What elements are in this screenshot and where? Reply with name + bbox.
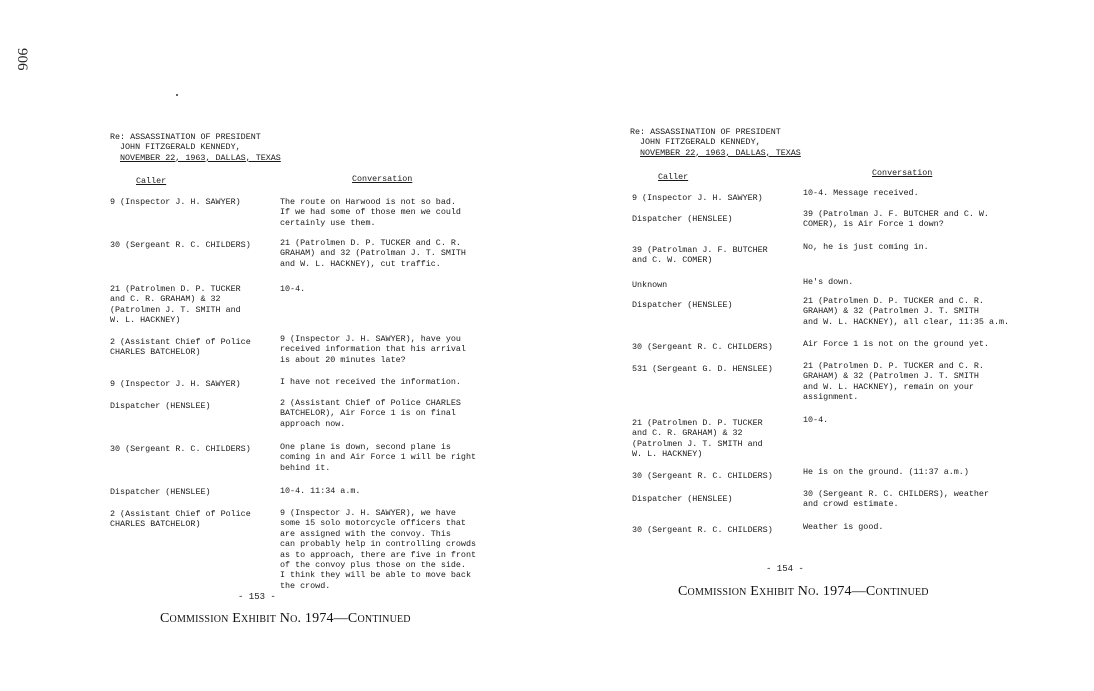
right-row-conversation: 21 (Patrolmen D. P. TUCKER and C. R. GRAHAM) & 32 (Patrolmen J. T. SMITH and W. L. HACKNEY), remain on your assignment. xyxy=(803,361,984,403)
left-row-caller: Dispatcher (HENSLEE) xyxy=(110,401,211,411)
left-row-caller: 9 (Inspector J. H. SAWYER) xyxy=(110,197,241,207)
right-row-conversation: 10-4. xyxy=(803,415,829,425)
right-row-caller: 30 (Sergeant R. C. CHILDERS) xyxy=(632,342,773,352)
right-re-line3: NOVEMBER 22, 1963, DALLAS, TEXAS xyxy=(640,147,801,158)
right-row-conversation: No, he is just coming in. xyxy=(803,242,929,252)
left-row-conversation: 10-4. xyxy=(280,284,306,294)
left-row-caller: Dispatcher (HENSLEE) xyxy=(110,487,211,497)
left-re-line3: NOVEMBER 22, 1963, DALLAS, TEXAS xyxy=(120,152,281,163)
left-row-caller: 30 (Sergeant R. C. CHILDERS) xyxy=(110,240,251,250)
left-page-number: - 153 - xyxy=(238,592,276,602)
right-re-block xyxy=(630,127,801,158)
left-re-line2: JOHN FITZGERALD KENNEDY, xyxy=(120,142,241,153)
left-header-conversation: Conversation xyxy=(352,174,413,184)
left-row-conversation: 2 (Assistant Chief of Police CHARLES BATCHELOR), Air Force 1 is on final approach now. xyxy=(280,398,461,429)
right-row-conversation: 10-4. Message received. xyxy=(803,188,919,198)
left-row-conversation: 10-4. 11:34 a.m. xyxy=(280,486,361,496)
left-row-conversation: I have not received the information. xyxy=(280,377,461,387)
left-row-caller: 30 (Sergeant R. C. CHILDERS) xyxy=(110,444,251,454)
right-row-conversation: He is on the ground. (11:37 a.m.) xyxy=(803,467,969,477)
right-re-line2: JOHN FITZGERALD KENNEDY, xyxy=(640,137,761,148)
left-row-conversation: 9 (Inspector J. H. SAWYER), we have some 15 solo motorcycle officers that are assigned with the convoy. This can probably help in controlling crowds as to approach, there are five in front of the convoy plus those on the side. I think they will be able to move back the crowd. xyxy=(280,508,477,591)
speck xyxy=(176,94,178,96)
left-row-caller: 9 (Inspector J. H. SAWYER) xyxy=(110,379,241,389)
right-header-conversation: Conversation xyxy=(872,168,933,178)
right-re-line1: Re: ASSASSINATION OF PRESIDENT xyxy=(630,127,781,137)
right-row-conversation: 30 (Sergeant R. C. CHILDERS), weather and crowd estimate. xyxy=(803,489,989,510)
left-row-conversation: The route on Harwood is not so bad. If we had some of those men we could certainly use them. xyxy=(280,197,461,228)
right-row-conversation: Air Force 1 is not on the ground yet. xyxy=(803,339,989,349)
right-row-caller: 30 (Sergeant R. C. CHILDERS) xyxy=(632,525,773,535)
right-row-caller: 531 (Sergeant G. D. HENSLEE) xyxy=(632,364,773,374)
left-row-caller: 2 (Assistant Chief of Police CHARLES BATCHELOR) xyxy=(110,509,251,530)
left-row-caller: 2 (Assistant Chief of Police CHARLES BATCHELOR) xyxy=(110,337,251,358)
right-row-caller: Dispatcher (HENSLEE) xyxy=(632,214,733,224)
right-row-caller: Unknown xyxy=(632,280,668,290)
left-re-line1: Re: ASSASSINATION OF PRESIDENT xyxy=(110,132,261,142)
right-row-caller: 39 (Patrolman J. F. BUTCHER and C. W. COMER) xyxy=(632,245,768,266)
right-row-caller: Dispatcher (HENSLEE) xyxy=(632,494,733,504)
left-re-block xyxy=(110,132,281,163)
right-row-caller: 21 (Patrolmen D. P. TUCKER and C. R. GRAHAM) & 32 (Patrolmen J. T. SMITH and W. L. HACKNEY) xyxy=(632,418,763,460)
right-row-conversation: 39 (Patrolman J. F. BUTCHER and C. W. COMER), is Air Force 1 down? xyxy=(803,209,989,230)
left-header-caller: Caller xyxy=(136,176,167,186)
left-row-conversation: 9 (Inspector J. H. SAWYER), have you received information that his arrival is about 20 minutes late? xyxy=(280,334,466,365)
right-caption: Commission Exhibit No. 1974—Continued xyxy=(678,584,929,599)
right-page-number: - 154 - xyxy=(766,564,804,574)
right-row-conversation: Weather is good. xyxy=(803,522,884,532)
left-row-conversation: 21 (Patrolmen D. P. TUCKER and C. R. GRAHAM) and 32 (Patrolman J. T. SMITH and W. L. HACKNEY), cut traffic. xyxy=(280,238,466,269)
right-row-conversation: 21 (Patrolmen D. P. TUCKER and C. R. GRAHAM) & 32 (Patrolmen J. T. SMITH and W. L. HACKNEY), all clear, 11:35 a.m. xyxy=(803,296,1010,327)
left-row-caller: 21 (Patrolmen D. P. TUCKER and C. R. GRAHAM) & 32 (Patrolmen J. T. SMITH and W. L. HACKNEY) xyxy=(110,284,241,326)
right-row-caller: Dispatcher (HENSLEE) xyxy=(632,300,733,310)
right-row-caller: 30 (Sergeant R. C. CHILDERS) xyxy=(632,471,773,481)
right-header-caller: Caller xyxy=(658,172,689,182)
right-row-caller: 9 (Inspector J. H. SAWYER) xyxy=(632,193,763,203)
right-row-conversation: He's down. xyxy=(803,277,854,287)
side-page-number: 906 xyxy=(14,48,30,71)
left-row-conversation: One plane is down, second plane is coming in and Air Force 1 will be right behind it. xyxy=(280,442,477,473)
left-caption: Commission Exhibit No. 1974—Continued xyxy=(160,611,411,626)
